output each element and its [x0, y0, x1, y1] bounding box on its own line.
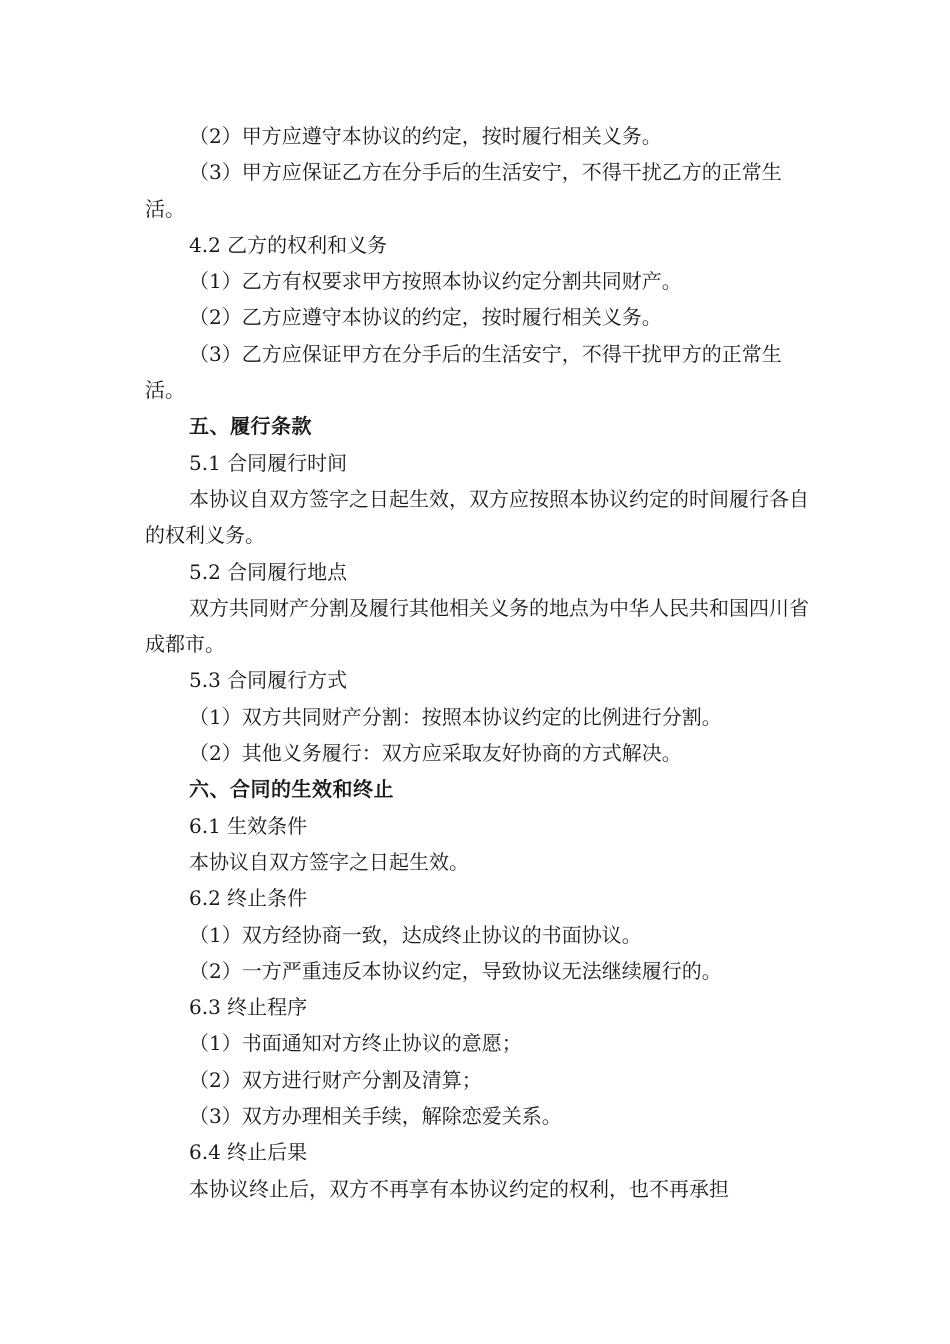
clause-5-3-title: 5.3 合同履行方式 — [189, 668, 348, 693]
clause-5-1-title: 5.1 合同履行时间 — [189, 450, 348, 475]
clause-6-1-body: 本协议自双方签字之日起生效。 — [189, 849, 469, 874]
clause-6-4-body: 本协议终止后，双方不再享有本协议约定的权利，也不再承担 — [189, 1176, 729, 1201]
document-body — [145, 118, 810, 1207]
clause-6-2-item-2: （2）一方严重违反本协议约定，导致协议无法继续履行的。 — [189, 958, 722, 983]
clause-6-4-title: 6.4 终止后果 — [189, 1140, 308, 1165]
clause-5-3-item-1: （1）双方共同财产分割：按照本协议约定的比例进行分割。 — [189, 704, 722, 729]
clause-5-3-item-2: （2）其他义务履行：双方应采取友好协商的方式解决。 — [189, 741, 682, 766]
clause-4-2-title: 4.2 乙方的权利和义务 — [189, 232, 388, 257]
paragraph-right-b-1: （1）乙方有权要求甲方按照本协议约定分割共同财产。 — [189, 269, 682, 294]
section-6-heading: 六、合同的生效和终止 — [189, 777, 394, 802]
clause-6-3-item-1: （1）书面通知对方终止协议的意愿； — [189, 1031, 522, 1056]
paragraph-obligation-a-3: （3）甲方应保证乙方在分手后的生活安宁，不得干扰乙方的正常生活。 — [145, 160, 782, 221]
clause-6-2-title: 6.2 终止条件 — [189, 886, 308, 911]
paragraph-obligation-b-3: （3）乙方应保证甲方在分手后的生活安宁，不得干扰甲方的正常生活。 — [145, 341, 782, 403]
clause-6-3-title: 6.3 终止程序 — [189, 995, 308, 1020]
clause-6-1-title: 6.1 生效条件 — [189, 813, 308, 838]
clause-5-2-title: 5.2 合同履行地点 — [189, 559, 348, 584]
clause-6-3-item-2: （2）双方进行财产分割及清算； — [189, 1067, 482, 1092]
section-5-heading: 五、履行条款 — [189, 414, 312, 439]
paragraph-obligation-a-2: （2）甲方应遵守本协议的约定，按时履行相关义务。 — [189, 124, 662, 148]
paragraph-obligation-b-2: （2）乙方应遵守本协议的约定，按时履行相关义务。 — [189, 305, 662, 330]
clause-6-3-item-3: （3）双方办理相关手续，解除恋爱关系。 — [189, 1104, 562, 1129]
clause-5-1-body: 本协议自双方签字之日起生效，双方应按照本协议约定的时间履行各自的权利义务。 — [145, 486, 809, 548]
clause-5-2-body: 双方共同财产分割及履行其他相关义务的地点为中华人民共和国四川省成都市。 — [145, 595, 809, 657]
clause-6-2-item-1: （1）双方经协商一致，达成终止协议的书面协议。 — [189, 922, 642, 947]
